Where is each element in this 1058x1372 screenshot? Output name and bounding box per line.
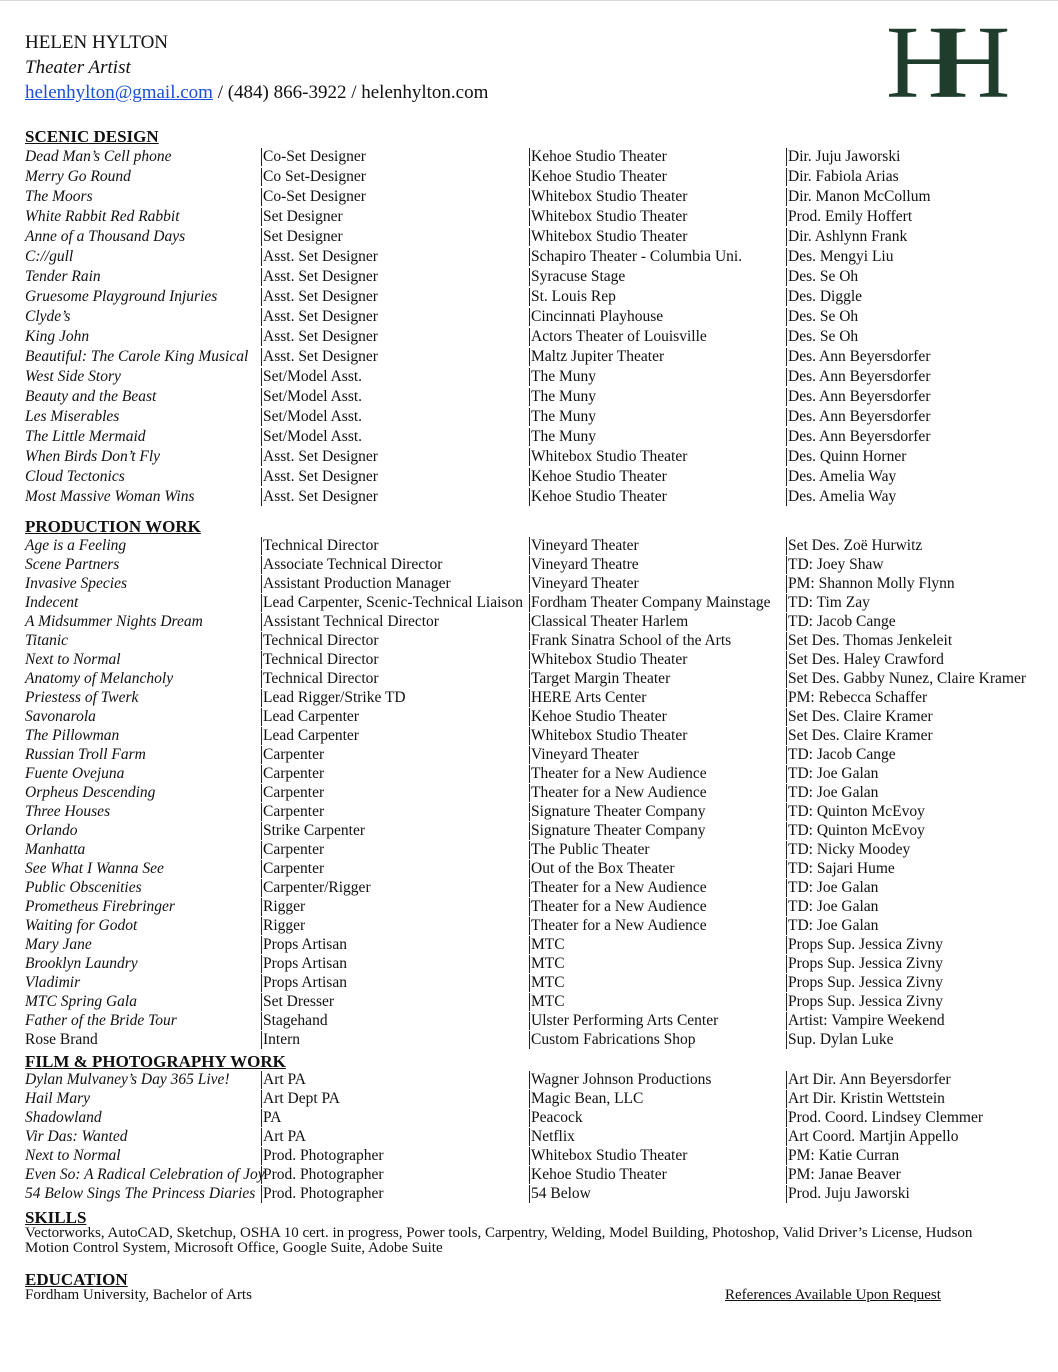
role: Associate Technical Director	[263, 556, 443, 573]
venue: 54 Below	[531, 1185, 591, 1202]
venue: Signature Theater Company	[531, 822, 706, 839]
role: Set/Model Asst.	[263, 388, 363, 405]
production-title: Merry Go Round	[25, 168, 131, 185]
venue: Ulster Performing Arts Center	[531, 1012, 719, 1029]
production-title: West Side Story	[25, 368, 121, 385]
credit: PM: Shannon Molly Flynn	[788, 575, 955, 592]
production-title: Dylan Mulvaney’s Day 365 Live!	[25, 1071, 230, 1088]
venue: Whitebox Studio Theater	[531, 228, 688, 245]
production-title: Orlando	[25, 822, 78, 839]
scenic-design-list	[25, 148, 1055, 508]
contact-details: / (484) 866-3922 / helenhylton.com	[212, 82, 489, 103]
venue: Kehoe Studio Theater	[531, 168, 667, 185]
credit: TD: Joey Shaw	[788, 556, 884, 573]
venue: Kehoe Studio Theater	[531, 488, 667, 505]
role: Lead Rigger/Strike TD	[263, 689, 406, 706]
role: Set/Model Asst.	[263, 428, 363, 445]
table-row	[25, 408, 1055, 428]
role: Set/Model Asst.	[263, 408, 363, 425]
venue: Vineyard Theater	[531, 575, 639, 592]
education-text: Fordham University, Bachelor of Arts	[25, 1287, 252, 1303]
film-photography-list	[25, 1071, 1055, 1204]
role: Intern	[263, 1031, 301, 1048]
table-row	[25, 841, 1055, 860]
table-row	[25, 1128, 1055, 1147]
production-title: Titanic	[25, 632, 69, 649]
credit: Des. Ann Beyersdorfer	[788, 408, 931, 425]
education-heading: EDUCATION	[25, 1270, 128, 1289]
production-title: Prometheus Firebringer	[25, 898, 175, 915]
table-row	[25, 898, 1055, 917]
role: Asst. Set Designer	[263, 348, 378, 365]
venue: Classical Theater Harlem	[531, 613, 689, 630]
role: Lead Carpenter	[263, 727, 359, 744]
role: Assistant Production Manager	[263, 575, 451, 592]
table-row	[25, 1166, 1055, 1185]
table-row	[25, 308, 1055, 328]
role: Asst. Set Designer	[263, 328, 378, 345]
role: Carpenter	[263, 803, 325, 820]
table-row	[25, 188, 1055, 208]
production-title: C://gull	[25, 248, 74, 265]
credit: Dir. Ashlynn Frank	[788, 228, 908, 245]
production-title: Tender Rain	[25, 268, 101, 285]
role: PA	[263, 1109, 282, 1126]
table-row	[25, 803, 1055, 822]
venue: Whitebox Studio Theater	[531, 651, 688, 668]
credit: Des. Amelia Way	[788, 468, 897, 485]
role: Lead Carpenter, Scenic-Technical Liaison	[263, 594, 523, 611]
credit: Prod. Coord. Lindsey Clemmer	[788, 1109, 984, 1126]
role: Props Artisan	[263, 955, 347, 972]
role: Art PA	[263, 1128, 306, 1145]
credit: Des. Se Oh	[788, 328, 859, 345]
production-title: Manhatta	[25, 841, 86, 858]
production-title: Public Obscenities	[25, 879, 142, 896]
table-row	[25, 860, 1055, 879]
venue: Kehoe Studio Theater	[531, 148, 667, 165]
role: Asst. Set Designer	[263, 488, 378, 505]
table-row	[25, 208, 1055, 228]
venue: Theater for a New Audience	[531, 898, 707, 915]
table-row	[25, 428, 1055, 448]
production-title: Hail Mary	[25, 1090, 91, 1107]
role: Art PA	[263, 1071, 306, 1088]
table-row	[25, 537, 1055, 556]
role: Asst. Set Designer	[263, 248, 378, 265]
table-row	[25, 879, 1055, 898]
credit: TD: Joe Galan	[788, 917, 879, 934]
production-title: King John	[25, 328, 90, 345]
role: Co-Set Designer	[263, 188, 366, 205]
skills-text: Vectorworks, AutoCAD, Sketchup, OSHA 10 cert. in progress, Power tools, Carpentry, Welding, Model Building, Photoshop, Valid Driver’s License, Hudson Motion Control System, Microsoft Office, Google Suite, Adobe Suite	[25, 1225, 973, 1256]
role: Set Dresser	[263, 993, 335, 1010]
role: Art Dept PA	[263, 1090, 340, 1107]
production-title: White Rabbit Red Rabbit	[25, 208, 180, 225]
credit: Des. Ann Beyersdorfer	[788, 388, 931, 405]
credit: Set Des. Claire Kramer	[788, 727, 933, 744]
scenic-design-heading: SCENIC DESIGN	[25, 127, 159, 146]
production-title: The Little Mermaid	[25, 428, 146, 445]
credit: TD: Quinton McEvoy	[788, 803, 925, 820]
role: Co Set-Designer	[263, 168, 366, 185]
production-title: Anne of a Thousand Days	[25, 228, 186, 245]
table-row	[25, 575, 1055, 594]
table-row	[25, 689, 1055, 708]
credit: Dir. Juju Jaworski	[788, 148, 901, 165]
credit: TD: Joe Galan	[788, 898, 879, 915]
venue: The Muny	[531, 388, 597, 405]
production-title: Waiting for Godot	[25, 917, 138, 934]
table-row	[25, 148, 1055, 168]
table-row	[25, 268, 1055, 288]
table-row	[25, 1012, 1055, 1031]
role: Technical Director	[263, 632, 379, 649]
production-title: Three Houses	[25, 803, 111, 820]
role: Rigger	[263, 898, 306, 915]
table-row	[25, 388, 1055, 408]
role: Asst. Set Designer	[263, 268, 378, 285]
production-title: Shadowland	[25, 1109, 102, 1126]
venue: Theater for a New Audience	[531, 917, 707, 934]
role: Asst. Set Designer	[263, 288, 378, 305]
venue: Wagner Johnson Productions	[531, 1071, 712, 1088]
table-row	[25, 613, 1055, 632]
venue: Theater for a New Audience	[531, 784, 707, 801]
venue: Kehoe Studio Theater	[531, 468, 667, 485]
table-row	[25, 632, 1055, 651]
credit: Art Coord. Martjin Appello	[788, 1128, 959, 1145]
credit: Props Sup. Jessica Zivny	[788, 936, 943, 953]
production-title: Mary Jane	[25, 936, 92, 953]
top-divider	[0, 0, 1058, 1]
role: Carpenter	[263, 784, 325, 801]
credit: Art Dir. Ann Beyersdorfer	[788, 1071, 951, 1088]
credit: Set Des. Thomas Jenkeleit	[788, 632, 953, 649]
credit: Set Des. Zoë Hurwitz	[788, 537, 923, 554]
credit: Props Sup. Jessica Zivny	[788, 993, 943, 1010]
table-row	[25, 651, 1055, 670]
production-title: See What I Wanna See	[25, 860, 164, 877]
role: Stagehand	[263, 1012, 328, 1029]
role: Co-Set Designer	[263, 148, 366, 165]
table-row	[25, 368, 1055, 388]
credit: Artist: Vampire Weekend	[788, 1012, 945, 1029]
production-title: Les Miserables	[25, 408, 120, 425]
production-title: Vir Das: Wanted	[25, 1128, 128, 1145]
production-title: Even So: A Radical Celebration of Joy	[25, 1166, 265, 1183]
role: Asst. Set Designer	[263, 448, 378, 465]
film-photography-heading: FILM & PHOTOGRAPHY WORK	[25, 1052, 286, 1071]
venue: Frank Sinatra School of the Arts	[531, 632, 732, 649]
table-row	[25, 670, 1055, 689]
production-title: When Birds Don’t Fly	[25, 448, 161, 465]
role: Asst. Set Designer	[263, 308, 378, 325]
venue: The Public Theater	[531, 841, 650, 858]
production-title: Age is a Feeling	[25, 537, 127, 554]
venue: The Muny	[531, 408, 597, 425]
table-row	[25, 1109, 1055, 1128]
production-title: Gruesome Playground Injuries	[25, 288, 218, 305]
production-title: Orpheus Descending	[25, 784, 156, 801]
contact-line	[25, 82, 488, 104]
production-title: MTC Spring Gala	[25, 993, 137, 1010]
table-row	[25, 288, 1055, 308]
applicant-title: Theater Artist	[25, 57, 131, 78]
role: Technical Director	[263, 651, 379, 668]
venue: Schapiro Theater - Columbia Uni.	[531, 248, 743, 265]
credit: PM: Janae Beaver	[788, 1166, 901, 1183]
production-title: Beauty and the Beast	[25, 388, 157, 405]
production-title: A Midsummer Nights Dream	[25, 613, 203, 630]
production-title: Next to Normal	[25, 651, 121, 668]
role: Carpenter	[263, 860, 325, 877]
production-title: Vladimir	[25, 974, 81, 991]
role: Set Designer	[263, 228, 343, 245]
production-title: The Pillowman	[25, 727, 120, 744]
role: Strike Carpenter	[263, 822, 366, 839]
production-work-heading: PRODUCTION WORK	[25, 517, 201, 536]
production-title: Cloud Tectonics	[25, 468, 125, 485]
venue: Target Margin Theater	[531, 670, 671, 687]
production-title: Most Massive Woman Wins	[25, 488, 195, 505]
venue: MTC	[531, 993, 565, 1010]
role: Technical Director	[263, 537, 379, 554]
credit: TD: Sajari Hume	[788, 860, 895, 877]
role: Set/Model Asst.	[263, 368, 363, 385]
credit: PM: Rebecca Schaffer	[788, 689, 928, 706]
role: Props Artisan	[263, 974, 347, 991]
credit: Prod. Emily Hoffert	[788, 208, 913, 225]
venue: HERE Arts Center	[531, 689, 647, 706]
references-note: References Available Upon Request	[725, 1287, 941, 1303]
credit: TD: Nicky Moodey	[788, 841, 911, 858]
credit: TD: Tim Zay	[788, 594, 870, 611]
venue: MTC	[531, 936, 565, 953]
production-title: Dead Man’s Cell phone	[25, 148, 172, 165]
credit: TD: Joe Galan	[788, 784, 879, 801]
credit: Des. Diggle	[788, 288, 863, 305]
table-row	[25, 348, 1055, 368]
credit: Des. Mengyi Liu	[788, 248, 894, 265]
role: Prod. Photographer	[263, 1147, 384, 1164]
production-title: Anatomy of Melancholy	[25, 670, 174, 687]
role: Carpenter	[263, 765, 325, 782]
production-title: Savonarola	[25, 708, 96, 725]
table-row	[25, 328, 1055, 348]
credit: TD: Jacob Cange	[788, 746, 896, 763]
table-row	[25, 488, 1055, 508]
table-row	[25, 1090, 1055, 1109]
venue: Theater for a New Audience	[531, 879, 707, 896]
production-title: Priestess of Twerk	[25, 689, 139, 706]
production-title: Invasive Species	[25, 575, 127, 592]
applicant-name: HELEN HYLTON	[25, 32, 169, 53]
table-row	[25, 955, 1055, 974]
venue: Whitebox Studio Theater	[531, 727, 688, 744]
venue: MTC	[531, 974, 565, 991]
production-title: Russian Troll Farm	[25, 746, 146, 763]
credit: Set Des. Gabby Nunez, Claire Kramer	[788, 670, 1027, 687]
role: Carpenter	[263, 841, 325, 858]
venue: MTC	[531, 955, 565, 972]
role: Set Designer	[263, 208, 343, 225]
table-row	[25, 468, 1055, 488]
table-row	[25, 917, 1055, 936]
production-title: Brooklyn Laundry	[25, 955, 138, 972]
production-title: Indecent	[25, 594, 79, 611]
credit: Dir. Manon McCollum	[788, 188, 931, 205]
role: Rigger	[263, 917, 306, 934]
venue: Syracuse Stage	[531, 268, 626, 285]
venue: The Muny	[531, 428, 597, 445]
production-title: Father of the Bride Tour	[25, 1012, 177, 1029]
credit: PM: Katie Curran	[788, 1147, 900, 1164]
skills-heading: SKILLS	[25, 1208, 87, 1227]
table-row	[25, 594, 1055, 613]
credit: TD: Jacob Cange	[788, 613, 896, 630]
production-title: The Moors	[25, 188, 93, 205]
table-row	[25, 1185, 1055, 1204]
table-row	[25, 248, 1055, 268]
production-title: Fuente Ovejuna	[25, 765, 125, 782]
credit: Set Des. Haley Crawford	[788, 651, 944, 668]
credit: Des. Ann Beyersdorfer	[788, 368, 931, 385]
production-title: Beautiful: The Carole King Musical	[25, 348, 249, 365]
venue: Netflix	[531, 1128, 575, 1145]
venue: The Muny	[531, 368, 597, 385]
table-row	[25, 1071, 1055, 1090]
venue: Cincinnati Playhouse	[531, 308, 664, 325]
venue: Whitebox Studio Theater	[531, 1147, 688, 1164]
role: Carpenter	[263, 746, 325, 763]
table-row	[25, 936, 1055, 955]
venue: Kehoe Studio Theater	[531, 708, 667, 725]
production-title: Next to Normal	[25, 1147, 121, 1164]
venue: Out of the Box Theater	[531, 860, 675, 877]
credit: Des. Se Oh	[788, 268, 859, 285]
table-row	[25, 1147, 1055, 1166]
credit: Dir. Fabiola Arias	[788, 168, 899, 185]
venue: Whitebox Studio Theater	[531, 188, 688, 205]
role: Prod. Photographer	[263, 1185, 384, 1202]
production-title: 54 Below Sings The Princess Diaries	[25, 1185, 256, 1202]
table-row	[25, 448, 1055, 468]
monogram-logo: HH	[886, 5, 985, 120]
credit: Sup. Dylan Luke	[788, 1031, 894, 1048]
table-row	[25, 822, 1055, 841]
role: Props Artisan	[263, 936, 347, 953]
table-row	[25, 556, 1055, 575]
role: Asst. Set Designer	[263, 468, 378, 485]
venue: Actors Theater of Louisville	[531, 328, 707, 345]
credit: Set Des. Claire Kramer	[788, 708, 933, 725]
table-row	[25, 727, 1055, 746]
credit: Props Sup. Jessica Zivny	[788, 974, 943, 991]
production-title: Rose Brand	[25, 1031, 98, 1048]
credit: Des. Amelia Way	[788, 488, 897, 505]
production-title: Clyde’s	[25, 308, 71, 325]
table-row	[25, 765, 1055, 784]
table-row	[25, 708, 1055, 727]
venue: Whitebox Studio Theater	[531, 448, 688, 465]
credit: Art Dir. Kristin Wettstein	[788, 1090, 945, 1107]
venue: Fordham Theater Company Mainstage	[531, 594, 771, 611]
production-work-list	[25, 537, 1055, 1050]
role: Prod. Photographer	[263, 1166, 384, 1183]
credit: Des. Quinn Horner	[788, 448, 907, 465]
venue: Custom Fabrications Shop	[531, 1031, 696, 1048]
venue: Vineyard Theater	[531, 746, 639, 763]
credit: Des. Ann Beyersdorfer	[788, 348, 931, 365]
role: Assistant Technical Director	[263, 613, 439, 630]
credit: Des. Ann Beyersdorfer	[788, 428, 931, 445]
venue: St. Louis Rep	[531, 288, 616, 305]
venue: Magic Bean, LLC	[531, 1090, 644, 1107]
table-row	[25, 993, 1055, 1012]
table-row	[25, 228, 1055, 248]
table-row	[25, 784, 1055, 803]
credit: TD: Joe Galan	[788, 765, 879, 782]
table-row	[25, 168, 1055, 188]
venue: Whitebox Studio Theater	[531, 208, 688, 225]
venue: Theater for a New Audience	[531, 765, 707, 782]
role: Carpenter/Rigger	[263, 879, 371, 896]
table-row	[25, 746, 1055, 765]
venue: Vineyard Theater	[531, 537, 639, 554]
email-link[interactable]: helenhylton@gmail.com	[25, 82, 213, 103]
venue: Vineyard Theatre	[531, 556, 639, 573]
credit: Des. Se Oh	[788, 308, 859, 325]
table-row	[25, 1031, 1055, 1050]
venue: Maltz Jupiter Theater	[531, 348, 665, 365]
credit: Props Sup. Jessica Zivny	[788, 955, 943, 972]
credit: TD: Joe Galan	[788, 879, 879, 896]
role: Technical Director	[263, 670, 379, 687]
credit: Prod. Juju Jaworski	[788, 1185, 910, 1202]
table-row	[25, 974, 1055, 993]
production-title: Scene Partners	[25, 556, 120, 573]
venue: Peacock	[531, 1109, 583, 1126]
venue: Kehoe Studio Theater	[531, 1166, 667, 1183]
venue: Signature Theater Company	[531, 803, 706, 820]
role: Lead Carpenter	[263, 708, 359, 725]
credit: TD: Quinton McEvoy	[788, 822, 925, 839]
